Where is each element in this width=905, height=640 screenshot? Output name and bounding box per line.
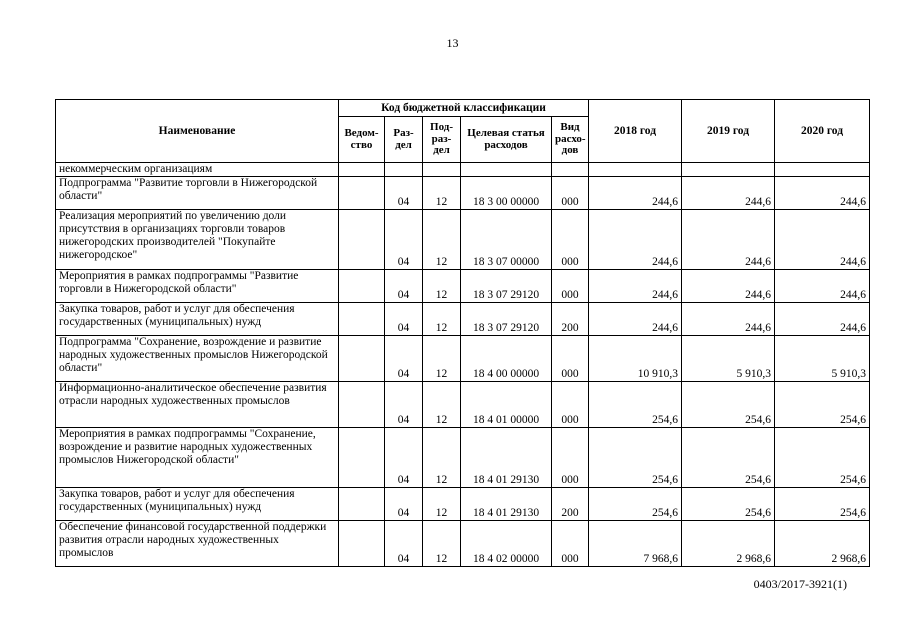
row-2018: 254,6	[589, 382, 682, 428]
row-2018: 254,6	[589, 428, 682, 488]
table-row	[56, 163, 870, 177]
header-2019: 2019 год	[682, 100, 775, 163]
row-vedomstvo	[339, 521, 385, 567]
row-name: Мероприятия в рамках подпрограммы "Развитие торговли в Нижегородской области"	[56, 270, 339, 303]
row-razdel: 04	[385, 428, 423, 488]
row-2020: 254,6	[775, 488, 870, 521]
row-podrazdel: 12	[423, 428, 461, 488]
row-name: Закупка товаров, работ и услуг для обеспечения государственных (муниципальных) нужд	[56, 488, 339, 521]
row-2018: 244,6	[589, 303, 682, 336]
row-2019	[682, 163, 775, 177]
table-row	[56, 428, 870, 488]
row-name: Подпрограмма "Развитие торговли в Нижегородской области"	[56, 177, 339, 210]
row-2019: 244,6	[682, 210, 775, 270]
page-number: 13	[446, 36, 459, 50]
row-vid: 000	[552, 428, 589, 488]
row-vedomstvo	[339, 336, 385, 382]
row-2020: 244,6	[775, 303, 870, 336]
row-podrazdel: 12	[423, 270, 461, 303]
table-row	[56, 270, 870, 303]
row-podrazdel: 12	[423, 521, 461, 567]
row-target-article: 18 3 07 29120	[461, 270, 552, 303]
row-2019: 244,6	[682, 270, 775, 303]
row-razdel	[385, 163, 423, 177]
header-budget-classification: Код бюджетной классификации	[339, 100, 589, 117]
table-row	[56, 303, 870, 336]
table-row	[56, 488, 870, 521]
row-name: Закупка товаров, работ и услуг для обеспечения государственных (муниципальных) нужд	[56, 303, 339, 336]
header-target-article: Целевая статья расходов	[461, 117, 552, 163]
row-2018: 7 968,6	[589, 521, 682, 567]
row-2020: 254,6	[775, 428, 870, 488]
row-name: Подпрограмма "Сохранение, возрождение и развитие народных художественных промыслов Нижегородской области"	[56, 336, 339, 382]
document-code: 0403/2017-3921(1)	[753, 577, 847, 591]
row-target-article: 18 3 07 29120	[461, 303, 552, 336]
row-name: Обеспечение финансовой государственной поддержки развития отрасли народных художественных промыслов	[56, 521, 339, 567]
row-razdel: 04	[385, 177, 423, 210]
row-2018: 244,6	[589, 270, 682, 303]
row-target-article: 18 4 00 00000	[461, 336, 552, 382]
row-vedomstvo	[339, 177, 385, 210]
row-2019: 244,6	[682, 303, 775, 336]
row-razdel: 04	[385, 270, 423, 303]
row-2019: 5 910,3	[682, 336, 775, 382]
row-vid: 000	[552, 210, 589, 270]
row-vid: 000	[552, 270, 589, 303]
row-razdel: 04	[385, 303, 423, 336]
row-vedomstvo	[339, 303, 385, 336]
row-razdel: 04	[385, 336, 423, 382]
row-vedomstvo	[339, 428, 385, 488]
row-2018	[589, 163, 682, 177]
row-2018: 244,6	[589, 210, 682, 270]
row-2019: 254,6	[682, 428, 775, 488]
row-vedomstvo	[339, 270, 385, 303]
row-podrazdel: 12	[423, 336, 461, 382]
row-razdel: 04	[385, 488, 423, 521]
row-name: Реализация мероприятий по увеличению доли присутствия в организациях торговли товаров нижегородских производителей "Покупайте нижегородское"	[56, 210, 339, 270]
table-row	[56, 521, 870, 567]
row-vedomstvo	[339, 382, 385, 428]
row-2020	[775, 163, 870, 177]
row-name: Мероприятия в рамках подпрограммы "Сохранение, возрождение и развитие народных художественных промыслов Нижегородской области"	[56, 428, 339, 488]
header-2020: 2020 год	[775, 100, 870, 163]
row-target-article: 18 4 01 29130	[461, 488, 552, 521]
row-2019: 254,6	[682, 488, 775, 521]
row-2019: 244,6	[682, 177, 775, 210]
row-name: Информационно-аналитическое обеспечение развития отрасли народных художественных промыслов	[56, 382, 339, 428]
row-razdel: 04	[385, 210, 423, 270]
row-2019: 2 968,6	[682, 521, 775, 567]
table-row	[56, 336, 870, 382]
row-vid	[552, 163, 589, 177]
row-2019: 254,6	[682, 382, 775, 428]
header-razdel: Раз-дел	[385, 117, 423, 163]
row-target-article: 18 4 02 00000	[461, 521, 552, 567]
table-row	[56, 382, 870, 428]
row-target-article: 18 3 07 00000	[461, 210, 552, 270]
row-vid: 000	[552, 177, 589, 210]
row-vedomstvo	[339, 488, 385, 521]
row-vid: 000	[552, 382, 589, 428]
header-2018: 2018 год	[589, 100, 682, 163]
row-target-article: 18 4 01 00000	[461, 382, 552, 428]
header-vedomstvo: Ведом-ство	[339, 117, 385, 163]
header-podrazdel: Под-раз-дел	[423, 117, 461, 163]
row-vid: 000	[552, 521, 589, 567]
row-2020: 254,6	[775, 382, 870, 428]
row-podrazdel: 12	[423, 303, 461, 336]
budget-table	[55, 99, 870, 567]
row-vid: 200	[552, 488, 589, 521]
row-2020: 5 910,3	[775, 336, 870, 382]
row-podrazdel: 12	[423, 177, 461, 210]
table-row	[56, 210, 870, 270]
row-2020: 2 968,6	[775, 521, 870, 567]
row-razdel: 04	[385, 521, 423, 567]
row-vid: 000	[552, 336, 589, 382]
row-2018: 10 910,3	[589, 336, 682, 382]
row-vedomstvo	[339, 163, 385, 177]
row-razdel: 04	[385, 382, 423, 428]
row-2018: 254,6	[589, 488, 682, 521]
row-2020: 244,6	[775, 270, 870, 303]
row-podrazdel: 12	[423, 488, 461, 521]
row-2020: 244,6	[775, 210, 870, 270]
row-target-article: 18 3 00 00000	[461, 177, 552, 210]
row-target-article	[461, 163, 552, 177]
row-vid: 200	[552, 303, 589, 336]
row-2020: 244,6	[775, 177, 870, 210]
row-target-article: 18 4 01 29130	[461, 428, 552, 488]
row-name: некоммерческим организациям	[56, 163, 339, 177]
row-podrazdel	[423, 163, 461, 177]
row-vedomstvo	[339, 210, 385, 270]
header-vid-raskhodov: Вид расхо-дов	[552, 117, 589, 163]
header-name: Наименование	[56, 100, 339, 163]
row-2018: 244,6	[589, 177, 682, 210]
row-podrazdel: 12	[423, 382, 461, 428]
table-row	[56, 177, 870, 210]
table-body	[56, 163, 870, 567]
row-podrazdel: 12	[423, 210, 461, 270]
